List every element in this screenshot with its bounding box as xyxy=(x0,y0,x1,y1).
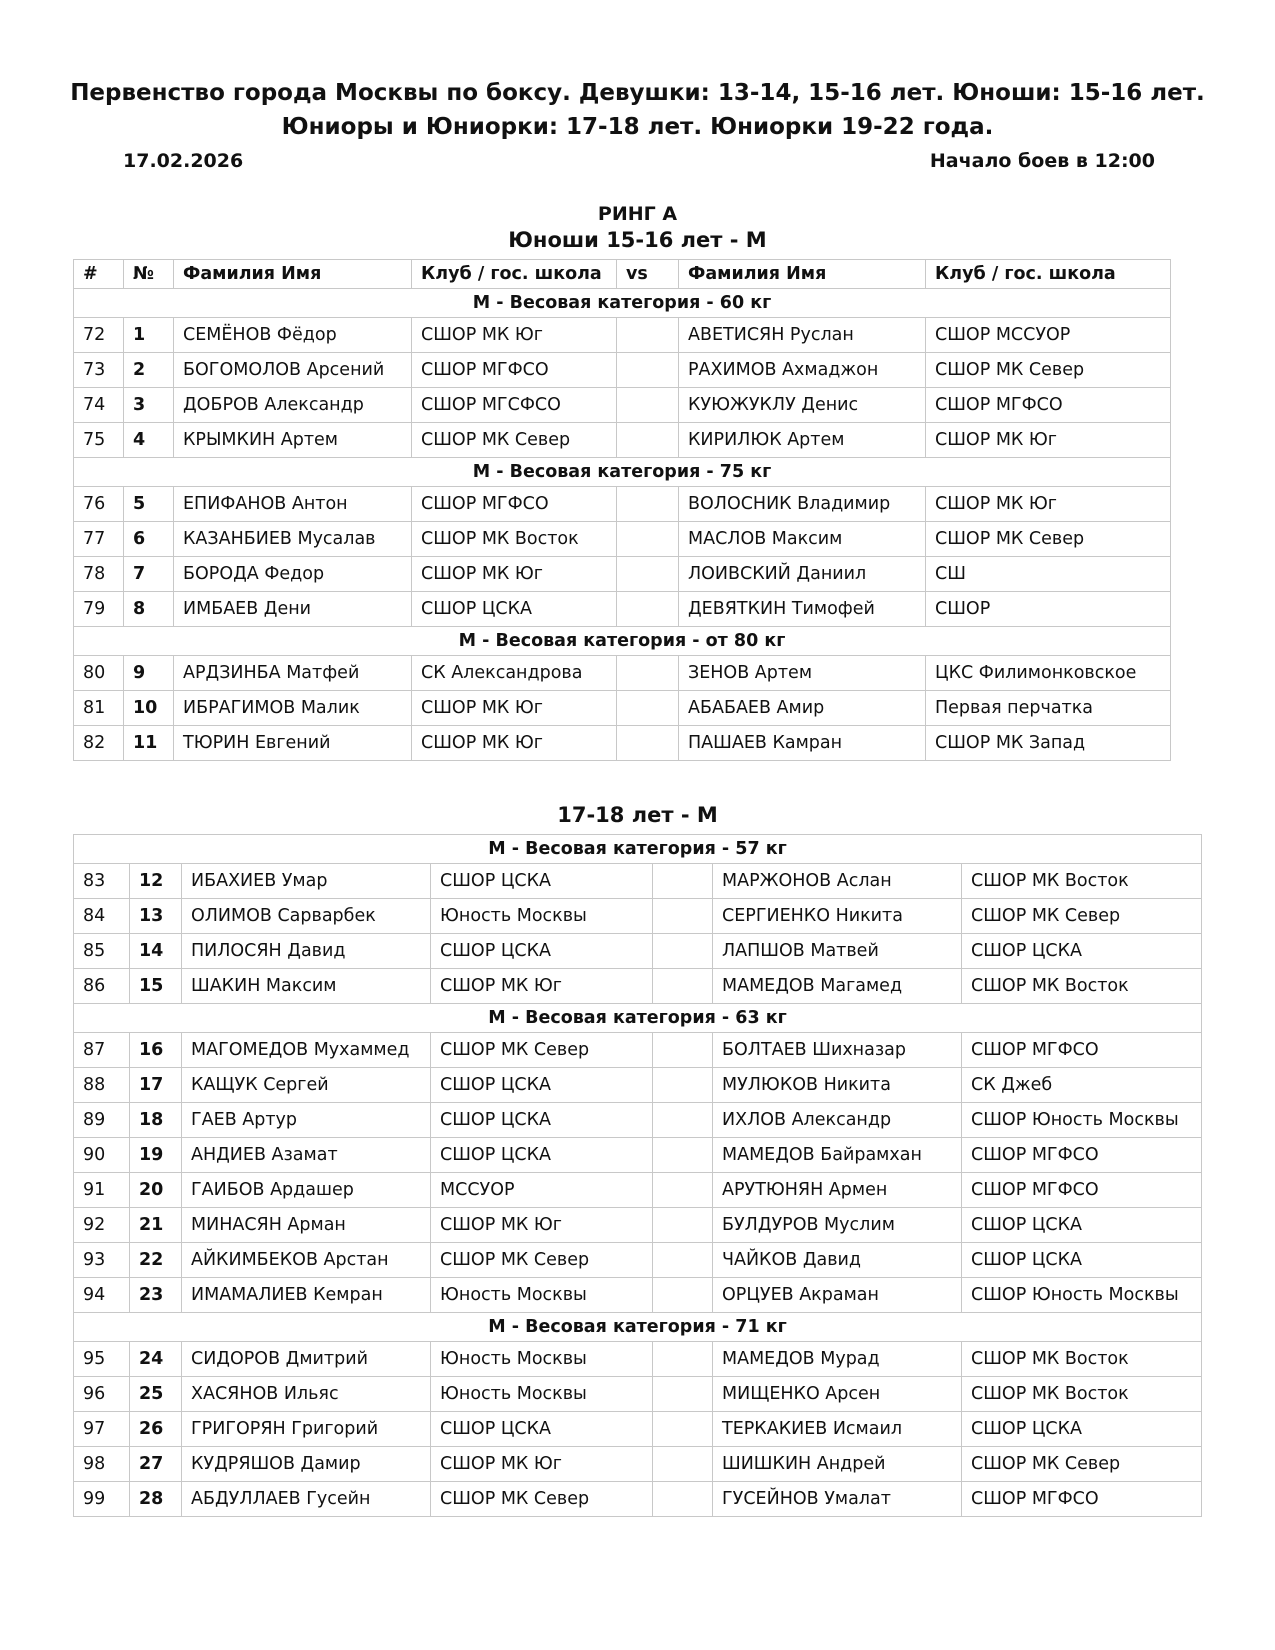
bout-number: 18 xyxy=(130,1103,182,1138)
blue-fighter-club: СШОР МК Восток xyxy=(962,1342,1202,1377)
vs-cell xyxy=(653,1412,713,1447)
bout-number: 27 xyxy=(130,1447,182,1482)
vs-cell xyxy=(617,522,679,557)
bout-row xyxy=(74,1208,1202,1243)
blue-fighter-name: ЧАЙКОВ Давид xyxy=(713,1243,962,1278)
red-fighter-name: КУДРЯШОВ Дамир xyxy=(182,1447,431,1482)
bout-index: 80 xyxy=(74,656,124,691)
red-fighter-name: АБДУЛЛАЕВ Гусейн xyxy=(182,1482,431,1517)
vs-cell xyxy=(617,423,679,458)
bout-index: 92 xyxy=(74,1208,130,1243)
red-fighter-club: СШОР МГСФСО xyxy=(412,388,617,423)
red-fighter-name: ГРИГОРЯН Григорий xyxy=(182,1412,431,1447)
bout-number: 7 xyxy=(124,557,174,592)
col-header: vs xyxy=(617,260,679,289)
bout-index: 94 xyxy=(74,1278,130,1313)
bout-row xyxy=(74,864,1202,899)
red-fighter-name: ШАКИН Максим xyxy=(182,969,431,1004)
bout-index: 86 xyxy=(74,969,130,1004)
red-fighter-club: СШОР МК Север xyxy=(431,1033,653,1068)
red-fighter-name: КРЫМКИН Артем xyxy=(174,423,412,458)
blue-fighter-name: КУЮЖУКЛУ Денис xyxy=(679,388,926,423)
red-fighter-club: СШОР ЦСКА xyxy=(431,1068,653,1103)
vs-cell xyxy=(617,487,679,522)
section1-title: Юноши 15-16 лет - М xyxy=(508,228,767,252)
bout-row xyxy=(74,691,1171,726)
bout-index: 79 xyxy=(74,592,124,627)
red-fighter-club: СК Александрова xyxy=(412,656,617,691)
blue-fighter-club: СШОР МК Восток xyxy=(962,864,1202,899)
vs-cell xyxy=(617,318,679,353)
vs-cell xyxy=(653,1243,713,1278)
document-title xyxy=(0,76,1275,144)
red-fighter-club: СШОР МК Восток xyxy=(412,522,617,557)
bout-row xyxy=(74,1377,1202,1412)
blue-fighter-club: СШОР ЦСКА xyxy=(962,1243,1202,1278)
blue-fighter-name: АРУТЮНЯН Армен xyxy=(713,1173,962,1208)
red-fighter-club: СШОР ЦСКА xyxy=(431,934,653,969)
red-fighter-club: СШОР ЦСКА xyxy=(431,1412,653,1447)
red-fighter-club: СШОР ЦСКА xyxy=(431,1138,653,1173)
bout-number: 3 xyxy=(124,388,174,423)
vs-cell xyxy=(617,726,679,761)
blue-fighter-club: СШОР МГФСО xyxy=(962,1138,1202,1173)
blue-fighter-name: ЗЕНОВ Артем xyxy=(679,656,926,691)
col-header: # xyxy=(74,260,124,289)
red-fighter-club: СШОР МК Юг xyxy=(412,691,617,726)
vs-cell xyxy=(653,1138,713,1173)
bout-index: 83 xyxy=(74,864,130,899)
bout-row xyxy=(74,1033,1202,1068)
section1-table xyxy=(73,259,1171,761)
blue-fighter-name: МАМЕДОВ Магамед xyxy=(713,969,962,1004)
ring-title: РИНГ А xyxy=(597,203,678,225)
bout-number: 25 xyxy=(130,1377,182,1412)
bout-number: 11 xyxy=(124,726,174,761)
section2-title: 17-18 лет - М xyxy=(557,803,718,827)
red-fighter-name: ОЛИМОВ Сарварбек xyxy=(182,899,431,934)
bout-index: 91 xyxy=(74,1173,130,1208)
red-fighter-club: СШОР ЦСКА xyxy=(431,1103,653,1138)
weight-category-label: М - Весовая категория - 75 кг xyxy=(74,458,1171,487)
red-fighter-club: СШОР МК Юг xyxy=(412,726,617,761)
bout-row xyxy=(74,1482,1202,1517)
weight-category-row xyxy=(74,289,1171,318)
red-fighter-club: СШОР МК Север xyxy=(412,423,617,458)
blue-fighter-name: ДЕВЯТКИН Тимофей xyxy=(679,592,926,627)
blue-fighter-club: СШ xyxy=(926,557,1171,592)
red-fighter-club: СШОР МК Север xyxy=(431,1243,653,1278)
col-header: № xyxy=(124,260,174,289)
blue-fighter-club: СШОР МК Север xyxy=(962,899,1202,934)
bout-index: 88 xyxy=(74,1068,130,1103)
vs-cell xyxy=(653,934,713,969)
weight-category-row xyxy=(74,1004,1202,1033)
vs-cell xyxy=(653,1173,713,1208)
bout-row xyxy=(74,1412,1202,1447)
blue-fighter-club: СШОР МГФСО xyxy=(926,388,1171,423)
blue-fighter-club: СШОР МГФСО xyxy=(962,1173,1202,1208)
red-fighter-name: ПИЛОСЯН Давид xyxy=(182,934,431,969)
vs-cell xyxy=(617,656,679,691)
blue-fighter-name: ШИШКИН Андрей xyxy=(713,1447,962,1482)
red-fighter-club: Юность Москвы xyxy=(431,899,653,934)
red-fighter-name: СИДОРОВ Дмитрий xyxy=(182,1342,431,1377)
vs-cell xyxy=(653,864,713,899)
bout-number: 22 xyxy=(130,1243,182,1278)
weight-category-row xyxy=(74,835,1202,864)
red-fighter-name: ТЮРИН Евгений xyxy=(174,726,412,761)
blue-fighter-club: СШОР ЦСКА xyxy=(962,1208,1202,1243)
blue-fighter-name: ГУСЕЙНОВ Умалат xyxy=(713,1482,962,1517)
bout-index: 87 xyxy=(74,1033,130,1068)
red-fighter-club: МССУОР xyxy=(431,1173,653,1208)
bout-row xyxy=(74,557,1171,592)
blue-fighter-name: БОЛТАЕВ Шихназар xyxy=(713,1033,962,1068)
bout-number: 19 xyxy=(130,1138,182,1173)
blue-fighter-club: СШОР ЦСКА xyxy=(962,934,1202,969)
blue-fighter-name: ЛОИВСКИЙ Даниил xyxy=(679,557,926,592)
red-fighter-name: БОГОМОЛОВ Арсений xyxy=(174,353,412,388)
red-fighter-name: ЕПИФАНОВ Антон xyxy=(174,487,412,522)
bout-index: 85 xyxy=(74,934,130,969)
bout-number: 9 xyxy=(124,656,174,691)
red-fighter-name: ИБАХИЕВ Умар xyxy=(182,864,431,899)
title-line-1: Первенство города Москвы по боксу. Девушки: 13-14, 15-16 лет. Юноши: 15-16 лет. xyxy=(70,80,1205,106)
vs-cell xyxy=(653,1447,713,1482)
red-fighter-club: СШОР МК Юг xyxy=(431,1208,653,1243)
red-fighter-name: МИНАСЯН Арман xyxy=(182,1208,431,1243)
bout-row xyxy=(74,353,1171,388)
weight-category-row xyxy=(74,627,1171,656)
blue-fighter-club: СШОР xyxy=(926,592,1171,627)
bout-row xyxy=(74,934,1202,969)
bout-index: 97 xyxy=(74,1412,130,1447)
bout-index: 89 xyxy=(74,1103,130,1138)
weight-category-label: М - Весовая категория - 71 кг xyxy=(74,1313,1202,1342)
blue-fighter-name: ЛАПШОВ Матвей xyxy=(713,934,962,969)
vs-cell xyxy=(617,388,679,423)
blue-fighter-name: АВЕТИСЯН Руслан xyxy=(679,318,926,353)
bout-number: 24 xyxy=(130,1342,182,1377)
bout-index: 96 xyxy=(74,1377,130,1412)
bout-row xyxy=(74,487,1171,522)
blue-fighter-name: МАМЕДОВ Байрамхан xyxy=(713,1138,962,1173)
blue-fighter-name: ОРЦУЕВ Акраман xyxy=(713,1278,962,1313)
bout-row xyxy=(74,1173,1202,1208)
bout-index: 90 xyxy=(74,1138,130,1173)
bout-index: 75 xyxy=(74,423,124,458)
weight-category-label: М - Весовая категория - 63 кг xyxy=(74,1004,1202,1033)
bout-number: 6 xyxy=(124,522,174,557)
bout-number: 26 xyxy=(130,1412,182,1447)
bout-number: 12 xyxy=(130,864,182,899)
bout-number: 20 xyxy=(130,1173,182,1208)
blue-fighter-name: МАРЖОНОВ Аслан xyxy=(713,864,962,899)
red-fighter-name: БОРОДА Федор xyxy=(174,557,412,592)
bout-row xyxy=(74,1103,1202,1138)
red-fighter-name: ГАИБОВ Ардашер xyxy=(182,1173,431,1208)
section2-table xyxy=(73,834,1202,1517)
red-fighter-name: СЕМЁНОВ Фёдор xyxy=(174,318,412,353)
bout-row xyxy=(74,1278,1202,1313)
bout-number: 1 xyxy=(124,318,174,353)
vs-cell xyxy=(617,557,679,592)
red-fighter-club: СШОР ЦСКА xyxy=(431,864,653,899)
blue-fighter-club: СШОР МГФСО xyxy=(962,1482,1202,1517)
red-fighter-club: Юность Москвы xyxy=(431,1377,653,1412)
blue-fighter-name: ПАШАЕВ Камран xyxy=(679,726,926,761)
blue-fighter-club: СШОР Юность Москвы xyxy=(962,1103,1202,1138)
bout-index: 78 xyxy=(74,557,124,592)
red-fighter-club: СШОР ЦСКА xyxy=(412,592,617,627)
vs-cell xyxy=(653,1278,713,1313)
bout-number: 10 xyxy=(124,691,174,726)
vs-cell xyxy=(617,691,679,726)
blue-fighter-name: РАХИМОВ Ахмаджон xyxy=(679,353,926,388)
vs-cell xyxy=(653,899,713,934)
event-date: 17.02.2026 xyxy=(123,150,244,172)
col-header: Фамилия Имя xyxy=(174,260,412,289)
red-fighter-club: СШОР МГФСО xyxy=(412,487,617,522)
bout-number: 14 xyxy=(130,934,182,969)
red-fighter-name: ДОБРОВ Александр xyxy=(174,388,412,423)
bout-number: 8 xyxy=(124,592,174,627)
red-fighter-name: КАЩУК Сергей xyxy=(182,1068,431,1103)
red-fighter-name: ИМБАЕВ Дени xyxy=(174,592,412,627)
red-fighter-club: СШОР МК Юг xyxy=(431,1447,653,1482)
vs-cell xyxy=(653,1208,713,1243)
bout-row xyxy=(74,388,1171,423)
vs-cell xyxy=(653,1033,713,1068)
weight-category-label: М - Весовая категория - 60 кг xyxy=(74,289,1171,318)
red-fighter-club: СШОР МК Юг xyxy=(412,557,617,592)
blue-fighter-name: МАМЕДОВ Мурад xyxy=(713,1342,962,1377)
blue-fighter-club: СК Джеб xyxy=(962,1068,1202,1103)
bout-index: 74 xyxy=(74,388,124,423)
bout-number: 4 xyxy=(124,423,174,458)
red-fighter-club: СШОР МК Юг xyxy=(412,318,617,353)
red-fighter-name: ИМАМАЛИЕВ Кемран xyxy=(182,1278,431,1313)
bout-index: 76 xyxy=(74,487,124,522)
blue-fighter-club: СШОР МК Восток xyxy=(962,969,1202,1004)
bout-row xyxy=(74,1342,1202,1377)
bout-index: 82 xyxy=(74,726,124,761)
bout-row xyxy=(74,1447,1202,1482)
bout-number: 2 xyxy=(124,353,174,388)
blue-fighter-club: СШОР МК Юг xyxy=(926,423,1171,458)
red-fighter-name: КАЗАНБИЕВ Мусалав xyxy=(174,522,412,557)
bout-index: 98 xyxy=(74,1447,130,1482)
blue-fighter-name: ВОЛОСНИК Владимир xyxy=(679,487,926,522)
blue-fighter-name: ТЕРКАКИЕВ Исмаил xyxy=(713,1412,962,1447)
red-fighter-name: ИБРАГИМОВ Малик xyxy=(174,691,412,726)
col-header: Клуб / гос. школа xyxy=(926,260,1171,289)
blue-fighter-club: СШОР МК Север xyxy=(926,353,1171,388)
bout-row xyxy=(74,1243,1202,1278)
bout-number: 21 xyxy=(130,1208,182,1243)
red-fighter-name: АРДЗИНБА Матфей xyxy=(174,656,412,691)
vs-cell xyxy=(653,1377,713,1412)
bout-number: 23 xyxy=(130,1278,182,1313)
blue-fighter-club: СШОР МССУОР xyxy=(926,318,1171,353)
bout-number: 15 xyxy=(130,969,182,1004)
bout-index: 73 xyxy=(74,353,124,388)
red-fighter-name: МАГОМЕДОВ Мухаммед xyxy=(182,1033,431,1068)
title-line-2: Юниоры и Юниорки: 17-18 лет. Юниорки 19-22 года. xyxy=(281,114,994,140)
start-time: Начало боев в 12:00 xyxy=(929,150,1155,172)
bout-number: 17 xyxy=(130,1068,182,1103)
bout-row xyxy=(74,726,1171,761)
bout-number: 5 xyxy=(124,487,174,522)
vs-cell xyxy=(653,1342,713,1377)
blue-fighter-club: СШОР МГФСО xyxy=(962,1033,1202,1068)
col-header: Клуб / гос. школа xyxy=(412,260,617,289)
bout-row xyxy=(74,899,1202,934)
bout-row xyxy=(74,318,1171,353)
blue-fighter-name: МИЩЕНКО Арсен xyxy=(713,1377,962,1412)
blue-fighter-club: Первая перчатка xyxy=(926,691,1171,726)
bout-row xyxy=(74,1138,1202,1173)
blue-fighter-club: СШОР ЦСКА xyxy=(962,1412,1202,1447)
red-fighter-name: ГАЕВ Артур xyxy=(182,1103,431,1138)
bout-index: 84 xyxy=(74,899,130,934)
blue-fighter-club: СШОР МК Север xyxy=(962,1447,1202,1482)
blue-fighter-name: ИХЛОВ Александр xyxy=(713,1103,962,1138)
blue-fighter-name: МАСЛОВ Максим xyxy=(679,522,926,557)
vs-cell xyxy=(653,1103,713,1138)
blue-fighter-name: КИРИЛЮК Артем xyxy=(679,423,926,458)
bout-number: 13 xyxy=(130,899,182,934)
blue-fighter-name: БУЛДУРОВ Муслим xyxy=(713,1208,962,1243)
red-fighter-name: АЙКИМБЕКОВ Арстан xyxy=(182,1243,431,1278)
red-fighter-club: Юность Москвы xyxy=(431,1342,653,1377)
blue-fighter-club: СШОР МК Восток xyxy=(962,1377,1202,1412)
red-fighter-name: АНДИЕВ Азамат xyxy=(182,1138,431,1173)
blue-fighter-name: АБАБАЕВ Амир xyxy=(679,691,926,726)
bout-number: 16 xyxy=(130,1033,182,1068)
weight-category-label: М - Весовая категория - от 80 кг xyxy=(74,627,1171,656)
red-fighter-club: СШОР МК Север xyxy=(431,1482,653,1517)
vs-cell xyxy=(653,969,713,1004)
bout-row xyxy=(74,592,1171,627)
bout-row xyxy=(74,423,1171,458)
red-fighter-club: СШОР МК Юг xyxy=(431,969,653,1004)
vs-cell xyxy=(653,1482,713,1517)
red-fighter-club: СШОР МГФСО xyxy=(412,353,617,388)
blue-fighter-club: СШОР Юность Москвы xyxy=(962,1278,1202,1313)
red-fighter-name: ХАСЯНОВ Ильяс xyxy=(182,1377,431,1412)
bout-row xyxy=(74,1068,1202,1103)
col-header: Фамилия Имя xyxy=(679,260,926,289)
bout-index: 95 xyxy=(74,1342,130,1377)
blue-fighter-club: СШОР МК Север xyxy=(926,522,1171,557)
bout-index: 77 xyxy=(74,522,124,557)
bout-row xyxy=(74,656,1171,691)
bout-index: 81 xyxy=(74,691,124,726)
blue-fighter-name: СЕРГИЕНКО Никита xyxy=(713,899,962,934)
weight-category-row xyxy=(74,458,1171,487)
bout-row xyxy=(74,522,1171,557)
vs-cell xyxy=(617,353,679,388)
bout-row xyxy=(74,969,1202,1004)
weight-category-row xyxy=(74,1313,1202,1342)
table-header-row xyxy=(74,260,1171,289)
bout-index: 99 xyxy=(74,1482,130,1517)
bout-index: 93 xyxy=(74,1243,130,1278)
bout-index: 72 xyxy=(74,318,124,353)
red-fighter-club: Юность Москвы xyxy=(431,1278,653,1313)
vs-cell xyxy=(617,592,679,627)
blue-fighter-club: СШОР МК Запад xyxy=(926,726,1171,761)
weight-category-label: М - Весовая категория - 57 кг xyxy=(74,835,1202,864)
vs-cell xyxy=(653,1068,713,1103)
blue-fighter-club: СШОР МК Юг xyxy=(926,487,1171,522)
bout-number: 28 xyxy=(130,1482,182,1517)
blue-fighter-club: ЦКС Филимонковское xyxy=(926,656,1171,691)
blue-fighter-name: МУЛЮКОВ Никита xyxy=(713,1068,962,1103)
